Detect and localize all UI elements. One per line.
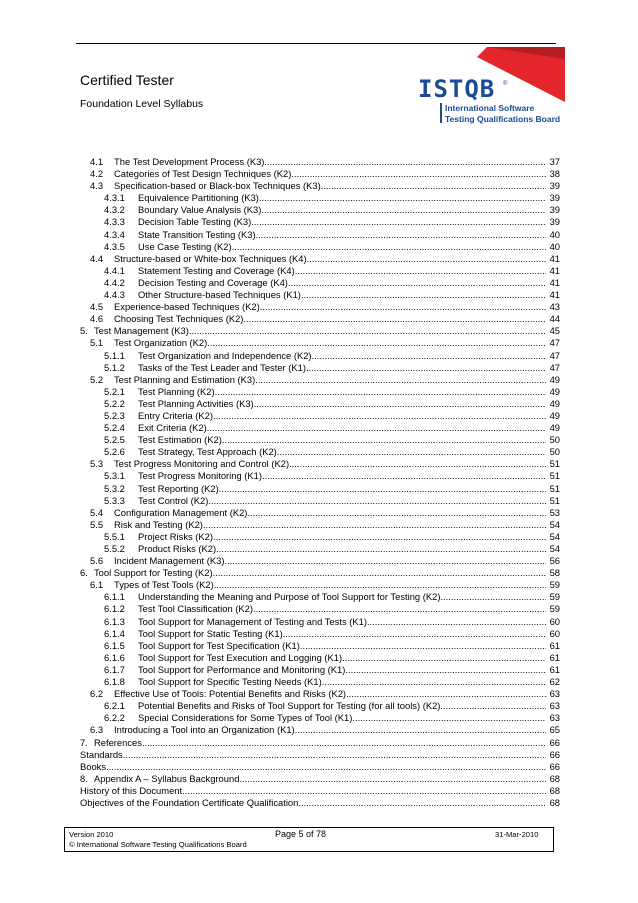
toc-entry-page: 41 <box>549 289 560 301</box>
toc-entry-title: History of this Document <box>80 784 183 796</box>
toc-entry[interactable] <box>80 313 560 325</box>
toc-entry-number: 5.1.2 <box>104 361 125 373</box>
toc-entry-page: 51 <box>549 470 560 482</box>
logo-brand: ISTQB <box>418 75 496 103</box>
toc-entry[interactable] <box>80 519 560 531</box>
toc-entry[interactable] <box>80 229 560 241</box>
toc-entry-title: Special Considerations for Some Types of Tool (K1) <box>138 712 353 724</box>
header-rule <box>76 43 556 44</box>
toc-entry-number: 5.6 <box>90 555 104 567</box>
toc-entry-title: Test Planning (K2) <box>138 385 215 397</box>
toc-entry-number: 6.1.5 <box>104 639 125 651</box>
toc-entry-number: 4.5 <box>90 301 104 313</box>
toc-entry-title: Potential Benefits and Risks of Tool Support for Testing (for all tools) (K2) <box>138 700 441 712</box>
toc-entry-number: 5.2 <box>90 373 104 385</box>
footer-date: 31-Mar-2010 <box>495 830 539 839</box>
toc-entry-page: 40 <box>549 228 560 240</box>
toc-entry-page: 66 <box>549 760 560 772</box>
document-subtitle: Foundation Level Syllabus <box>80 98 204 110</box>
toc-entry-number: 5.2.3 <box>104 409 125 421</box>
toc-entry-page: 61 <box>549 651 560 663</box>
footer <box>64 827 554 852</box>
toc-entry-page: 51 <box>549 494 560 506</box>
toc-entry-title: Standards <box>80 748 123 760</box>
toc-entry-title: Exit Criteria (K2) <box>138 422 207 434</box>
toc-entry-page: 41 <box>549 276 560 288</box>
toc-entry-number: 4.2 <box>90 168 104 180</box>
toc-entry[interactable] <box>80 700 560 712</box>
toc-entry-title: Test Organization and Independence (K2) <box>138 349 312 361</box>
toc-entry-page: 49 <box>549 422 560 434</box>
toc-entry-title: Project Risks (K2) <box>138 530 214 542</box>
toc-entry[interactable] <box>80 241 560 253</box>
toc-entry[interactable] <box>80 398 560 410</box>
toc-entry-page: 51 <box>549 458 560 470</box>
toc-entry-title: Tool Support for Performance and Monitoring (K1) <box>138 663 346 675</box>
toc-entry[interactable] <box>80 325 560 337</box>
toc-entry[interactable] <box>80 531 560 543</box>
toc-entry-number: 8. <box>80 772 88 784</box>
toc-entry-title: Test Planning Activities (K3) <box>138 397 254 409</box>
istqb-logo <box>415 47 565 139</box>
toc-entry-page: 66 <box>549 736 560 748</box>
toc-entry-page: 54 <box>549 518 560 530</box>
toc-entry[interactable] <box>80 168 560 180</box>
toc-entry[interactable] <box>80 507 560 519</box>
toc-entry-title: Effective Use of Tools: Potential Benefits and Risks (K2) <box>114 688 347 700</box>
toc-entry[interactable] <box>80 265 560 277</box>
toc-entry-page: 59 <box>549 591 560 603</box>
toc-entry-page: 59 <box>549 579 560 591</box>
toc-entry-page: 56 <box>549 555 560 567</box>
toc-entry-page: 41 <box>549 264 560 276</box>
toc-entry-number: 5.1.1 <box>104 349 125 361</box>
toc-entry-number: 4.4.1 <box>104 264 125 276</box>
toc-entry[interactable] <box>80 216 560 228</box>
toc-entry[interactable] <box>80 301 560 313</box>
toc-entry-number: 5.2.1 <box>104 385 125 397</box>
toc-entry-page: 66 <box>549 748 560 760</box>
toc-entry-title: Tool Support for Static Testing (K1) <box>138 627 283 639</box>
toc-entry-title: Tool Support for Test Execution and Logging (K1) <box>138 651 343 663</box>
toc-entry-page: 49 <box>549 385 560 397</box>
toc-entry-title: Test Progress Monitoring (K1) <box>138 470 263 482</box>
toc-entry-page: 39 <box>549 192 560 204</box>
toc-entry-page: 59 <box>549 603 560 615</box>
toc-entry[interactable] <box>80 797 560 809</box>
toc-entry-number: 4.4.3 <box>104 289 125 301</box>
toc-entry-page: 44 <box>549 313 560 325</box>
table-of-contents <box>80 156 560 809</box>
toc-entry-title: Objectives of the Foundation Certificate Qualification <box>80 796 299 808</box>
toc-entry-number: 6.2 <box>90 688 104 700</box>
toc-entry-number: 5.4 <box>90 506 104 518</box>
toc-entry[interactable] <box>80 470 560 482</box>
toc-entry-number: 5.2.6 <box>104 446 125 458</box>
toc-entry-page: 40 <box>549 240 560 252</box>
toc-entry-title: Decision Testing and Coverage (K4) <box>138 276 288 288</box>
toc-entry[interactable] <box>80 277 560 289</box>
logo-registered: ® <box>503 81 508 87</box>
toc-entry[interactable] <box>80 652 560 664</box>
toc-entry-title: Tasks of the Test Leader and Tester (K1) <box>138 361 306 373</box>
toc-entry-page: 37 <box>549 156 560 167</box>
toc-entry-title: References <box>94 736 142 748</box>
toc-entry-number: 4.4.2 <box>104 276 125 288</box>
toc-entry[interactable] <box>80 458 560 470</box>
toc-entry-title: Understanding the Meaning and Purpose of Tool Support for Testing (K2) <box>138 591 441 603</box>
toc-entry-title: Use Case Testing (K2) <box>138 240 232 252</box>
toc-entry[interactable] <box>80 749 560 761</box>
toc-entry-number: 4.3.5 <box>104 240 125 252</box>
toc-entry-title: Risk and Testing (K2) <box>114 518 203 530</box>
toc-entry-title: Tool Support for Management of Testing and Tests (K1) <box>138 615 367 627</box>
toc-entry[interactable] <box>80 603 560 615</box>
toc-entry[interactable] <box>80 712 560 724</box>
toc-entry[interactable] <box>80 628 560 640</box>
toc-entry-title: The Test Development Process (K3) <box>114 156 265 167</box>
toc-entry[interactable] <box>80 446 560 458</box>
toc-entry-title: Types of Test Tools (K2) <box>114 579 214 591</box>
toc-entry-number: 5.5 <box>90 518 104 530</box>
toc-entry[interactable] <box>80 591 560 603</box>
toc-entry-number: 4.3 <box>90 180 104 192</box>
toc-entry-page: 60 <box>549 627 560 639</box>
toc-entry-title: Boundary Value Analysis (K3) <box>138 204 262 216</box>
toc-entry-number: 4.1 <box>90 156 104 167</box>
toc-entry-title: Test Progress Monitoring and Control (K2) <box>114 458 290 470</box>
toc-entry-title: Appendix A – Syllabus Background <box>94 772 240 784</box>
toc-entry-page: 63 <box>549 712 560 724</box>
toc-entry[interactable] <box>80 773 560 785</box>
toc-entry-number: 6.1.6 <box>104 651 125 663</box>
toc-entry[interactable] <box>80 616 560 628</box>
toc-entry-title: Test Management (K3) <box>94 325 189 337</box>
toc-entry-title: Test Estimation (K2) <box>138 434 222 446</box>
footer-copyright: © International Software Testing Qualifications Board <box>69 840 247 849</box>
toc-entry-number: 6.1.7 <box>104 663 125 675</box>
toc-entry-number: 6.2.1 <box>104 700 125 712</box>
toc-entry-title: Entry Criteria (K2) <box>138 409 214 421</box>
toc-entry-page: 49 <box>549 397 560 409</box>
toc-entry-title: Test Organization (K2) <box>114 337 208 349</box>
toc-entry[interactable] <box>80 434 560 446</box>
toc-entry[interactable] <box>80 495 560 507</box>
toc-entry-number: 7. <box>80 736 88 748</box>
toc-entry[interactable] <box>80 422 560 434</box>
toc-entry-title: Test Reporting (K2) <box>138 482 219 494</box>
toc-entry[interactable] <box>80 688 560 700</box>
toc-entry-number: 5.5.1 <box>104 530 125 542</box>
toc-entry-page: 43 <box>549 301 560 313</box>
toc-entry-page: 68 <box>549 772 560 784</box>
toc-entry-title: Configuration Management (K2) <box>114 506 248 518</box>
toc-entry-page: 50 <box>549 446 560 458</box>
toc-entry-title: Categories of Test Design Techniques (K2) <box>114 168 292 180</box>
toc-entry[interactable] <box>80 737 560 749</box>
toc-entry-page: 39 <box>549 216 560 228</box>
toc-entry-number: 6.1 <box>90 579 104 591</box>
toc-entry-number: 6.1.2 <box>104 603 125 615</box>
document-title: Certified Tester <box>80 72 174 88</box>
toc-entry-title: Test Control (K2) <box>138 494 209 506</box>
toc-entry-page: 47 <box>549 349 560 361</box>
toc-entry-title: Decision Table Testing (K3) <box>138 216 252 228</box>
toc-entry-number: 5.1 <box>90 337 104 349</box>
toc-entry-number: 6.1.3 <box>104 615 125 627</box>
toc-entry-number: 5. <box>80 325 88 337</box>
toc-entry-number: 6.1.4 <box>104 627 125 639</box>
toc-entry-title: Other Structure-based Techniques (K1) <box>138 289 301 301</box>
toc-entry[interactable] <box>80 567 560 579</box>
toc-entry-number: 6.1.8 <box>104 676 125 688</box>
toc-entry-title: State Transition Testing (K3) <box>138 228 256 240</box>
toc-entry-number: 5.2.4 <box>104 422 125 434</box>
toc-entry-page: 63 <box>549 688 560 700</box>
toc-entry-page: 54 <box>549 530 560 542</box>
toc-entry-page: 53 <box>549 506 560 518</box>
toc-entry-title: Test Tool Classification (K2) <box>138 603 253 615</box>
toc-entry[interactable] <box>80 543 560 555</box>
toc-entry-title: Experience-based Techniques (K2) <box>114 301 260 313</box>
toc-entry-number: 4.3.2 <box>104 204 125 216</box>
toc-entry-page: 60 <box>549 615 560 627</box>
toc-entry-number: 6. <box>80 567 88 579</box>
toc-entry-title: Tool Support for Test Specification (K1) <box>138 639 300 651</box>
toc-entry-number: 5.5.2 <box>104 543 125 554</box>
toc-entry-page: 61 <box>549 639 560 651</box>
toc-entry[interactable] <box>80 350 560 362</box>
toc-entry-page: 58 <box>549 567 560 579</box>
toc-entry-number: 6.3 <box>90 724 104 736</box>
toc-entry[interactable] <box>80 483 560 495</box>
toc-entry[interactable] <box>80 204 560 216</box>
logo-line1: International Software <box>445 103 535 113</box>
toc-entry-number: 4.4 <box>90 252 104 264</box>
toc-entry-number: 4.6 <box>90 313 104 325</box>
toc-entry[interactable] <box>80 374 560 386</box>
toc-entry-number: 4.3.1 <box>104 192 125 204</box>
toc-entry-title: Tool Support for Testing (K2) <box>94 567 213 579</box>
toc-entry-page: 39 <box>549 180 560 192</box>
toc-entry-title: Specification-based or Black-box Techniques (K3) <box>114 180 321 192</box>
toc-entry-title: Tool Support for Specific Testing Needs (K1) <box>138 676 322 688</box>
footer-version: Version 2010 <box>69 830 114 839</box>
toc-entry-page: 51 <box>549 482 560 494</box>
toc-entry-number: 4.3.3 <box>104 216 125 228</box>
toc-entry-page: 47 <box>549 361 560 373</box>
toc-entry-page: 68 <box>549 784 560 796</box>
toc-entry[interactable] <box>80 761 560 773</box>
toc-entry[interactable] <box>80 724 560 736</box>
toc-entry-page: 38 <box>549 168 560 180</box>
toc-entry[interactable] <box>80 410 560 422</box>
toc-entry-title: Structure-based or White-box Techniques (K4) <box>114 252 307 264</box>
toc-entry[interactable] <box>80 337 560 349</box>
logo-line2: Testing Qualifications Board <box>445 114 561 124</box>
toc-entry-page: 61 <box>549 663 560 675</box>
toc-entry-number: 5.2.5 <box>104 434 125 446</box>
toc-entry-page: 49 <box>549 409 560 421</box>
toc-entry-page: 54 <box>549 543 560 554</box>
toc-entry-page: 65 <box>549 724 560 736</box>
toc-entry-page: 68 <box>549 796 560 808</box>
toc-entry-title: Test Planning and Estimation (K3) <box>114 373 256 385</box>
toc-entry[interactable] <box>80 253 560 265</box>
toc-entry[interactable] <box>80 180 560 192</box>
footer-page-number: Page 5 of 78 <box>275 829 327 839</box>
toc-entry-number: 4.3.4 <box>104 228 125 240</box>
toc-entry-page: 50 <box>549 434 560 446</box>
toc-entry-number: 5.3.3 <box>104 494 125 506</box>
toc-entry-page: 63 <box>549 700 560 712</box>
toc-entry[interactable] <box>80 386 560 398</box>
toc-entry-page: 45 <box>549 325 560 337</box>
toc-entry-title: Books <box>80 760 107 772</box>
toc-entry[interactable] <box>80 664 560 676</box>
toc-entry[interactable] <box>80 579 560 591</box>
toc-entry-title: Product Risks (K2) <box>138 543 217 554</box>
toc-entry-number: 6.1.1 <box>104 591 125 603</box>
toc-entry[interactable] <box>80 676 560 688</box>
toc-entry[interactable] <box>80 156 560 168</box>
toc-entry[interactable] <box>80 362 560 374</box>
toc-entry-title: Statement Testing and Coverage (K4) <box>138 264 295 276</box>
toc-entry-page: 41 <box>549 252 560 264</box>
toc-entry-title: Incident Management (K3) <box>114 555 225 567</box>
toc-entry-number: 5.3 <box>90 458 104 470</box>
toc-entry-page: 49 <box>549 373 560 385</box>
toc-entry-page: 62 <box>549 676 560 688</box>
toc-entry[interactable] <box>80 192 560 204</box>
toc-entry[interactable] <box>80 640 560 652</box>
toc-entry[interactable] <box>80 785 560 797</box>
toc-entry-number: 5.3.2 <box>104 482 125 494</box>
toc-entry-title: Equivalence Partitioning (K3) <box>138 192 259 204</box>
toc-entry-number: 5.3.1 <box>104 470 125 482</box>
toc-entry-number: 6.2.2 <box>104 712 125 724</box>
toc-entry[interactable] <box>80 555 560 567</box>
toc-entry-number: 5.2.2 <box>104 397 125 409</box>
toc-entry-page: 39 <box>549 204 560 216</box>
toc-entry-title: Choosing Test Techniques (K2) <box>114 313 244 325</box>
toc-entry-title: Introducing a Tool into an Organization (K1) <box>114 724 295 736</box>
toc-entry-title: Test Strategy, Test Approach (K2) <box>138 446 277 458</box>
toc-entry-page: 47 <box>549 337 560 349</box>
toc-entry[interactable] <box>80 289 560 301</box>
